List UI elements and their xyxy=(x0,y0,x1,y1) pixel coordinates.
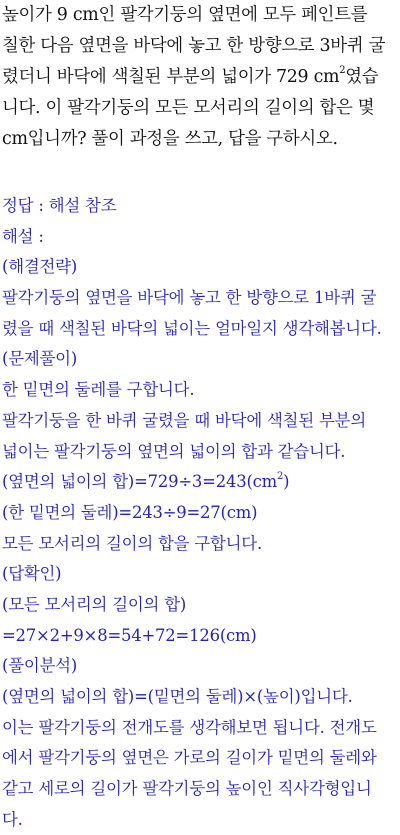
problem-line xyxy=(2,124,396,155)
problem-line xyxy=(2,31,396,62)
solution-line xyxy=(2,682,396,713)
problem-line xyxy=(2,0,396,31)
solution-line-text: 정답 : 해설 참조 xyxy=(2,196,117,215)
explanation-heading xyxy=(2,222,396,253)
answer-line xyxy=(2,191,396,222)
problem-line-text: 렸더니 바닥에 색칠된 부분의 넓이가 729 cm xyxy=(2,67,340,87)
solution-line xyxy=(2,529,396,560)
problem-line-text: cm입니까? 풀이 과정을 쓰고, 답을 구하시오. xyxy=(2,129,338,149)
solution-line-text: 넓이는 팔각기둥의 옆면의 넓이의 합과 같습니다. xyxy=(2,441,346,461)
section-heading xyxy=(2,651,396,682)
problem-text xyxy=(2,0,398,155)
solution-line xyxy=(2,774,396,805)
solution-line xyxy=(2,437,396,468)
solution-line-text: 이는 팔각기둥의 전개도를 생각해보면 됩니다. 전개도 xyxy=(2,717,377,737)
solution-line-text: 모든 모서리의 길이의 합을 구합니다. xyxy=(2,533,262,553)
equation-line xyxy=(2,621,396,652)
solution-line-text: 팔각기둥을 한 바퀴 굴렸을 때 바닥에 색칠된 부분의 xyxy=(2,410,366,430)
solution-line-text: 팔각기둥의 옆면을 바닥에 놓고 한 방향으로 1바퀴 굴 xyxy=(2,288,377,308)
equation-line xyxy=(2,590,396,621)
solution-line-text: (풀이분석) xyxy=(2,656,78,676)
superscript: 2 xyxy=(277,470,284,482)
solution-line-text: (문제풀이) xyxy=(2,349,78,369)
solution-line-text-after: ) xyxy=(283,472,290,492)
solution-line-text: =27×2+9×8=54+72=126(cm) xyxy=(2,625,257,645)
solution-line-text: 한 밑면의 둘레를 구합니다. xyxy=(2,380,195,400)
solution-line-text: (한 밑면의 둘레)=243÷9=27(cm) xyxy=(2,502,258,522)
solution-line-text: 해설 : xyxy=(2,226,44,246)
solution-line xyxy=(2,283,396,314)
problem-line-text: 높이가 9 cm인 팔각기둥의 옆면에 모두 페인트를 xyxy=(2,5,368,25)
solution-line-text: 다. xyxy=(2,809,23,829)
solution-line-text: (옆면의 넓이의 합)=(밑면의 둘레)×(높이)입니다. xyxy=(2,687,353,706)
solution-line xyxy=(2,406,396,437)
solution-line-text: 렸을 때 색칠된 바닥의 넓이는 얼마일지 생각해봅니다. xyxy=(2,318,382,338)
solution-text xyxy=(2,191,398,835)
solution-line-text: 같고 세로의 길이가 팔각기둥의 높이인 직사각형입니 xyxy=(2,779,372,799)
solution-line-text: (옆면의 넓이의 합)=729÷3=243(cm xyxy=(2,472,278,492)
solution-line-text: 에서 팔각기둥의 옆면은 가로의 길이가 밑면의 둘레와 xyxy=(2,748,377,768)
solution-line xyxy=(2,314,396,345)
solution-line xyxy=(2,713,396,744)
section-heading xyxy=(2,559,396,590)
equation-line xyxy=(2,498,396,529)
problem-line xyxy=(2,62,396,93)
superscript: 2 xyxy=(339,65,346,77)
section-heading xyxy=(2,252,396,283)
problem-line-text: 칠한 다음 옆면을 바닥에 놓고 한 방향으로 3바퀴 굴 xyxy=(2,36,386,56)
solution-line xyxy=(2,743,396,774)
problem-line-text-after: 였습 xyxy=(345,67,379,87)
solution-line-text: (답확인) xyxy=(2,564,62,584)
equation-line xyxy=(2,467,396,498)
problem-line xyxy=(2,93,396,124)
solution-line xyxy=(2,375,396,406)
solution-line-text: (해결전략) xyxy=(2,257,78,277)
solution-line-text: (모든 모서리의 길이의 합) xyxy=(2,594,187,614)
problem-line-text: 니다. 이 팔각기둥의 모든 모서리의 길이의 합은 몇 xyxy=(2,98,375,118)
section-heading xyxy=(2,344,396,375)
